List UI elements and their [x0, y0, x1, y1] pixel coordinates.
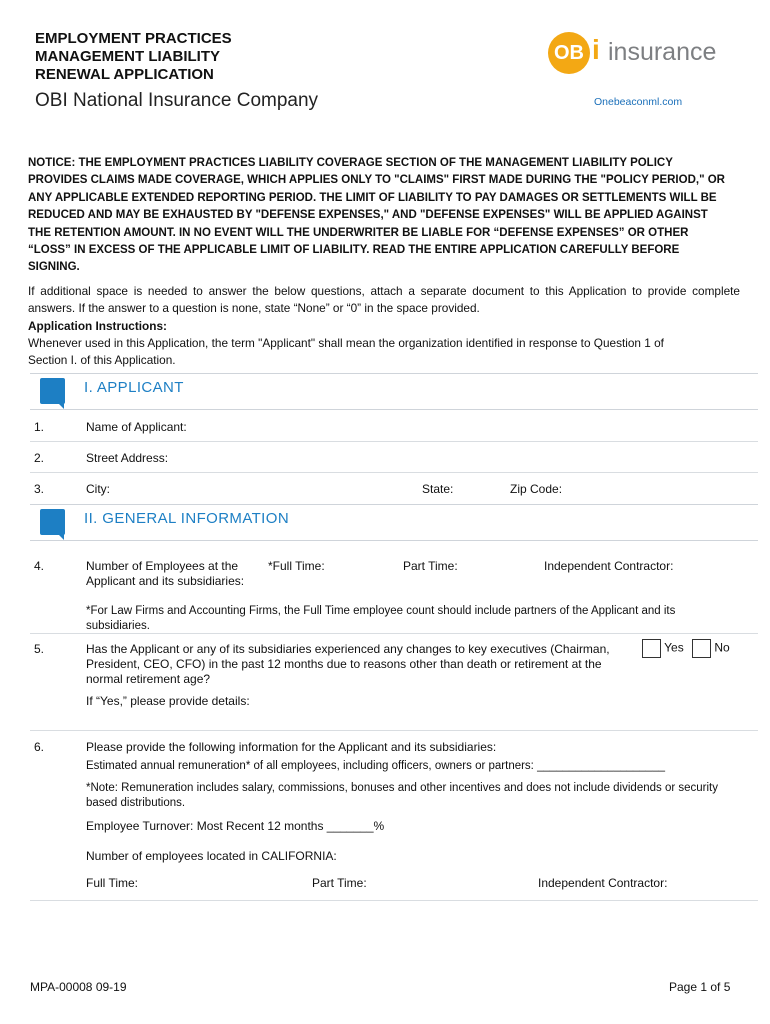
yes-option[interactable] [642, 639, 684, 658]
question-number: 6. [34, 740, 45, 754]
city-label: City: [86, 482, 110, 496]
section-general-header [30, 504, 758, 534]
section-title: II. GENERAL INFORMATION [84, 510, 290, 527]
subsidiaries-info-prompt: Please provide the following information for the Applicant and its subsidiaries: [86, 740, 497, 754]
yes-label: Yes [664, 640, 684, 655]
row-divider [30, 441, 758, 442]
instructions-heading: Application Instructions: [28, 319, 167, 333]
question-number: 3. [34, 482, 45, 496]
street-address-label: Street Address: [86, 451, 169, 465]
employee-turnover-field[interactable]: Employee Turnover: Most Recent 12 months _______% [86, 819, 385, 833]
independent-contractor-label: Independent Contractor: [544, 559, 674, 573]
question-number: 2. [34, 451, 45, 465]
notice-text: NOTICE: THE EMPLOYMENT PRACTICES LIABILITY COVERAGE SECTION OF THE MANAGEMENT LIABILITY POLICY PROVIDES CLAIMS MADE COVERAGE, WHICH APPLIES ONLY TO "CLAIMS" FIRST MADE DURING THE "POLICY PERIOD," OR ANY APPLICABLE EXTENDED REPORTING PERIOD. THE LIMIT OF LIABILITY TO PAY DAMAGES OR SETTLEMENTS WILL BE REDUCED AND MAY BE EXHAUSTED BY "DEFENSE EXPENSES," AND "DEFENSE EXPENSES" WILL BE APPLIED AGAINST THE RETENTION AMOUNT. IN NO EVENT WILL THE UNDERWRITER BE LIABLE FOR “DEFENSE EXPENSES” OR OTHER “LOSS” IN EXCESS OF THE APPLICABLE LIMIT OF LIABILITY. READ THE ENTIRE APPLICATION CAREFULLY BEFORE SIGNING. [28, 157, 725, 274]
row-divider [30, 633, 758, 634]
form-title [35, 30, 232, 84]
zip-code-label: Zip Code: [510, 482, 563, 496]
page-number: Page 1 of 5 [669, 980, 731, 994]
remuneration-field[interactable]: Estimated annual remuneration* of all employees, including officers, owners or partners: ____________________ [86, 760, 665, 772]
company-name: OBI National Insurance Company [35, 90, 319, 111]
question-number: 4. [34, 559, 45, 573]
form-title-line: EMPLOYMENT PRACTICES [35, 30, 232, 47]
part-time-label: Part Time: [403, 559, 458, 573]
row-divider [30, 472, 758, 473]
no-option[interactable] [692, 639, 730, 658]
logo-wordmark: insurance [608, 38, 717, 66]
section-tab-icon [40, 378, 65, 404]
question-number: 5. [34, 642, 45, 656]
row-divider [30, 730, 758, 731]
state-label: State: [422, 482, 454, 496]
section-top-rule [30, 373, 758, 374]
question-number: 1. [34, 420, 45, 434]
section-bottom-rule [30, 409, 758, 410]
employee-count-label [86, 559, 244, 589]
california-employees-label: Number of employees located in CALIFORNIA: [86, 849, 337, 863]
form-title-line: MANAGEMENT LIABILITY [35, 48, 220, 65]
remuneration-note: *Note: Remuneration includes salary, commissions, bonuses and other incentives and does not include dividends or security based distributions. [86, 782, 718, 809]
no-label: No [714, 640, 730, 655]
website-link[interactable]: Onebeaconml.com [594, 96, 683, 108]
logo-mark: OB [548, 32, 590, 74]
name-of-applicant-label: Name of Applicant: [86, 420, 187, 434]
no-checkbox[interactable] [692, 639, 711, 658]
obi-insurance-logo [548, 32, 718, 78]
law-firm-note: *For Law Firms and Accounting Firms, the Full Time employee count should include partners of the Applicant and its subsidiaries. [86, 605, 676, 632]
section-top-rule [30, 504, 758, 505]
section-bottom-rule [30, 540, 758, 541]
employee-count-label-line: Number of Employees at the [86, 559, 239, 573]
logo-mark-i: i [592, 34, 600, 65]
full-time-label: *Full Time: [268, 559, 325, 573]
ca-part-time-label: Part Time: [312, 876, 367, 890]
section-applicant-header [30, 373, 758, 403]
form-id: MPA-00008 09-19 [30, 980, 127, 994]
instructions-text: Whenever used in this Application, the term "Applicant" shall mean the organization identified in response to Question 1 of Section I. of this Application. [28, 336, 664, 367]
additional-space-text: If additional space is needed to answer the below questions, attach a separate document to this Application to provide complete answers. If the answer to a question is none, state “None” or “0” in the space provided. [28, 284, 740, 315]
details-prompt: If “Yes,” please provide details: [86, 694, 250, 708]
ca-full-time-label: Full Time: [86, 876, 139, 890]
form-title-line: RENEWAL APPLICATION [35, 66, 214, 83]
yes-checkbox[interactable] [642, 639, 661, 658]
section-tab-icon [40, 509, 65, 535]
executive-change-question: Has the Applicant or any of its subsidiaries experienced any changes to key executives (Chairman, President, CEO, CFO) in the past 12 months due to reasons other than death or retirement at the normal retirement age? [86, 642, 610, 686]
row-divider [30, 900, 758, 901]
employee-count-label-line: Applicant and its subsidiaries: [86, 574, 245, 588]
section-title: I. APPLICANT [84, 379, 184, 396]
ca-independent-contractor-label: Independent Contractor: [538, 876, 668, 890]
